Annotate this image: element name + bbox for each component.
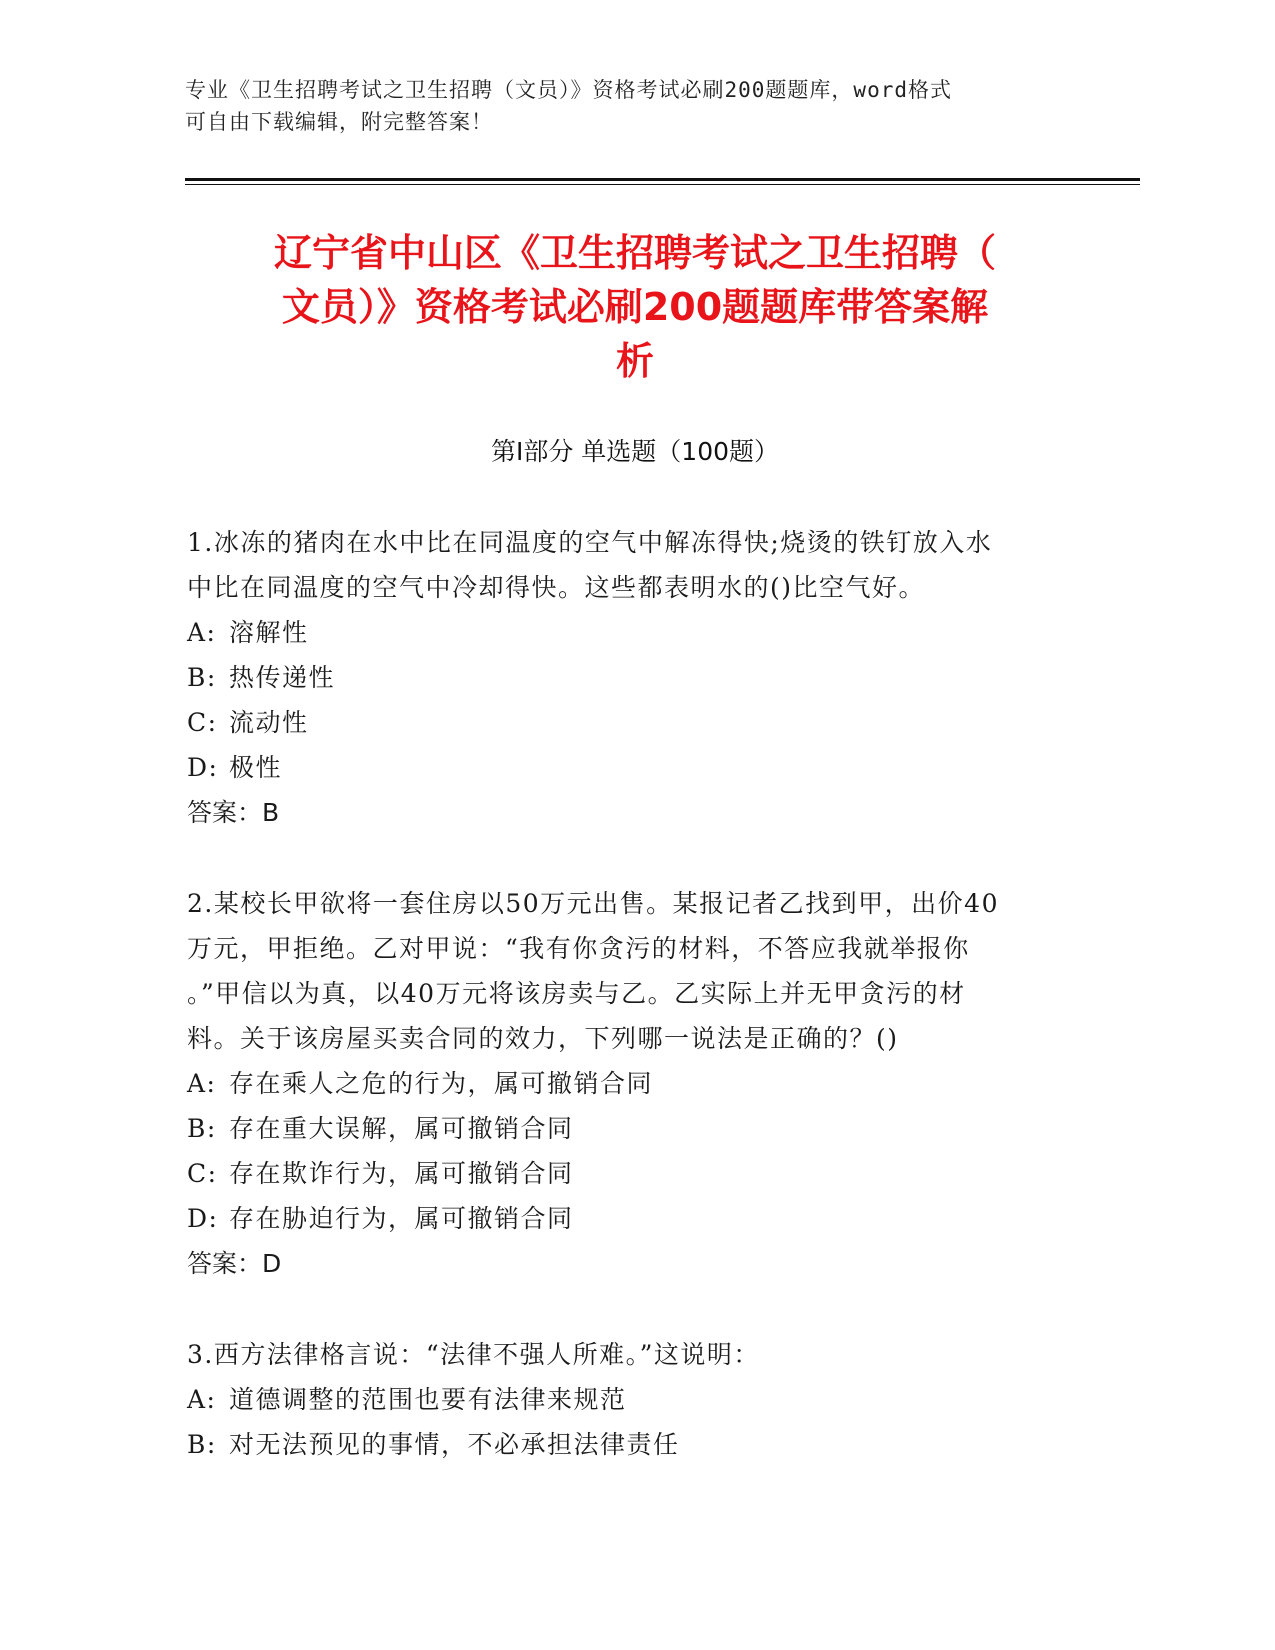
question-2	[187, 881, 1077, 1286]
answer-line: 答案：B	[187, 798, 280, 827]
header-divider-thin	[185, 184, 1140, 185]
option-a	[187, 610, 1077, 655]
option-text: 热传递性	[229, 663, 336, 692]
question-stem-line: 1.冰冻的猪肉在水中比在同温度的空气中解冻得快;烧烫的铁钉放入水	[187, 528, 993, 557]
option-key: C:	[187, 1159, 218, 1188]
option-text: 对无法预见的事情，不必承担法律责任	[229, 1430, 680, 1459]
option-text: 存在胁迫行为，属可撤销合同	[229, 1204, 574, 1233]
question-stem-line: 。”甲信以为真，以40万元将该房卖与乙。乙实际上并无甲贪污的材	[187, 979, 966, 1008]
option-key: D:	[187, 1204, 219, 1233]
option-text: 存在欺诈行为，属可撤销合同	[229, 1159, 574, 1188]
document-title-line-3: 析	[615, 339, 654, 383]
option-a	[187, 1377, 1077, 1422]
option-text: 存在乘人之危的行为，属可撤销合同	[229, 1069, 654, 1098]
option-d	[187, 1196, 1077, 1241]
option-key: A:	[187, 1385, 217, 1414]
header-note-line-2: 可自由下载编辑，附完整答案！	[185, 110, 493, 134]
question-stem-line: 3.西方法律格言说：“法律不强人所难。”这说明：	[187, 1340, 760, 1369]
option-a	[187, 1061, 1077, 1106]
header-note-line-1: 专业《卫生招聘考试之卫生招聘（文员）》资格考试必刷200题题库，word格式	[185, 78, 952, 102]
option-b	[187, 655, 1077, 700]
header-divider-thick	[185, 178, 1140, 181]
option-text: 溶解性	[229, 618, 309, 647]
question-stem-line: 料。关于该房屋买卖合同的效力，下列哪一说法是正确的？()	[187, 1024, 899, 1053]
option-text: 存在重大误解，属可撤销合同	[229, 1114, 574, 1143]
question-stem-line: 2.某校长甲欲将一套住房以50万元出售。某报记者乙找到甲，出价40	[187, 889, 999, 918]
question-stem-line: 中比在同温度的空气中冷却得快。这些都表明水的()比空气好。	[187, 573, 926, 602]
option-key: C:	[187, 708, 218, 737]
header-note	[185, 74, 1065, 138]
document-title	[185, 226, 1085, 388]
option-d	[187, 745, 1077, 790]
document-title-line-1: 辽宁省中山区《卫生招聘考试之卫生招聘（	[273, 231, 996, 275]
section-heading: 第Ⅰ部分 单选题（100题）	[490, 437, 780, 466]
question-list	[187, 520, 1077, 1513]
option-key: A:	[187, 618, 217, 647]
option-c	[187, 1151, 1077, 1196]
option-text: 流动性	[229, 708, 309, 737]
question-1	[187, 520, 1077, 835]
option-text: 道德调整的范围也要有法律来规范	[229, 1385, 627, 1414]
document-title-line-2: 文员）》资格考试必刷200题题库带答案解	[281, 285, 989, 329]
option-key: B:	[187, 663, 217, 692]
question-stem-line: 万元，甲拒绝。乙对甲说：“我有你贪污的材料，不答应我就举报你	[187, 934, 970, 963]
option-b	[187, 1106, 1077, 1151]
option-b	[187, 1422, 1077, 1467]
answer-line: 答案：D	[187, 1249, 282, 1278]
option-key: A:	[187, 1069, 217, 1098]
option-key: D:	[187, 753, 219, 782]
option-key: B:	[187, 1430, 217, 1459]
option-key: B:	[187, 1114, 217, 1143]
question-3	[187, 1332, 1077, 1467]
option-c	[187, 700, 1077, 745]
option-text: 极性	[229, 753, 283, 782]
